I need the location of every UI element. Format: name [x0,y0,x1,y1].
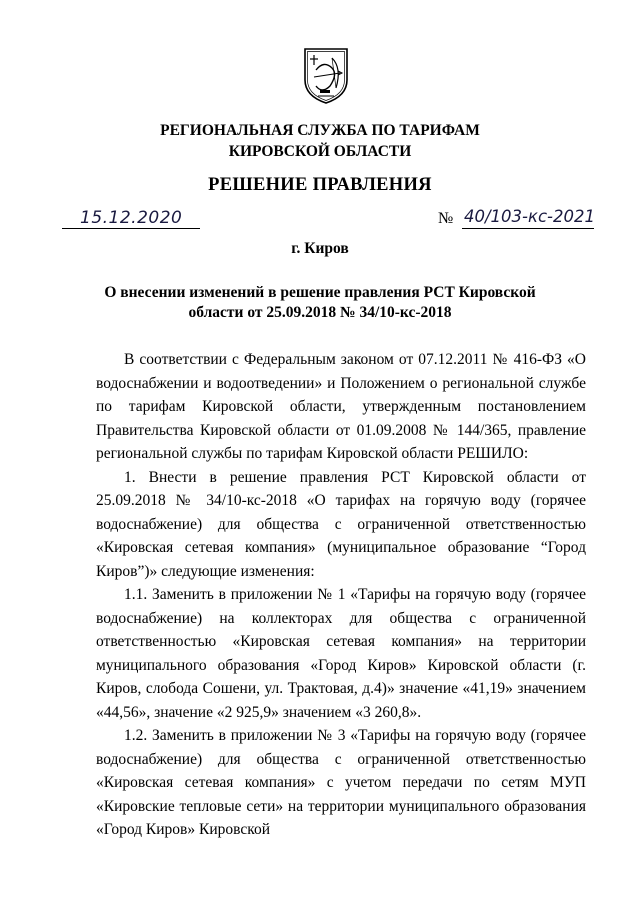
document-date [62,206,202,232]
document-type: РЕШЕНИЕ ПРАВЛЕНИЯ [208,175,432,195]
city: г. Киров [291,240,349,257]
coat-of-arms-icon [302,46,350,106]
org-line-2: КИРОВСКОЙ ОБЛАСТИ [228,143,412,160]
organization-name [0,120,640,162]
paragraph-1: 1. Внести в решение правления РСТ Кировской области от 25.09.2018 № 34/10-кс-2018 «О тарифах на горячую воду (горячее водоснабжение) для общества с ограниченной ответственностью «Кировская сетевая компания» (муниципальное образование “Город Киров”)» следующие изменения: [96,468,586,580]
number-underline [462,228,594,229]
paragraph-1-1: 1.1. Заменить в приложении № 1 «Тарифы на горячую воду (горячее водоснабжение) на коллекторах для общества с ограниченной ответственностью «Кировская сетевая компания» на территории муниципального образования «Город Киров» Кировской области (г. Киров, слобода Сошени, ул. Трактовая, д.4)» значение «41,19» значением «44,56», значение «2 925,9» значением «3 260,8». [96,586,586,721]
subject-line-1: О внесении изменений в решение правления РСТ Кировской [104,284,536,301]
paragraph-preamble: В соответствии с Федеральным законом от 07.12.2011 № 416-ФЗ «О водоснабжении и водоотведении» и Положением о региональной службе по тарифам Кировской области, утвержденным постановлением Правительства Кировской области от 01.09.2008 № 144/365, правление региональной службы по тарифам Кировской области РЕШИЛО: [96,351,586,462]
number-value: 40/103-кс-2021 [464,207,595,226]
org-line-1: РЕГИОНАЛЬНАЯ СЛУЖБА ПО ТАРИФАМ [160,122,480,139]
document-subject [0,283,640,323]
number-sign: № [438,210,454,227]
paragraph-1-2: 1.2. Заменить в приложении № 3 «Тарифы на горячую воду (горячее водоснабжение) для общества с ограниченной ответственностью «Кировская сетевая компания» с учетом передачи по сетям МУП «Кировские тепловые сети» на территории муниципального образования «Город Киров» Кировской [96,727,586,838]
date-underline [62,228,200,229]
subject-line-2: области от 25.09.2018 № 34/10-кс-2018 [188,304,452,321]
date-value: 15.12.2020 [80,208,183,228]
document-body [96,348,586,842]
document-number [438,206,598,232]
